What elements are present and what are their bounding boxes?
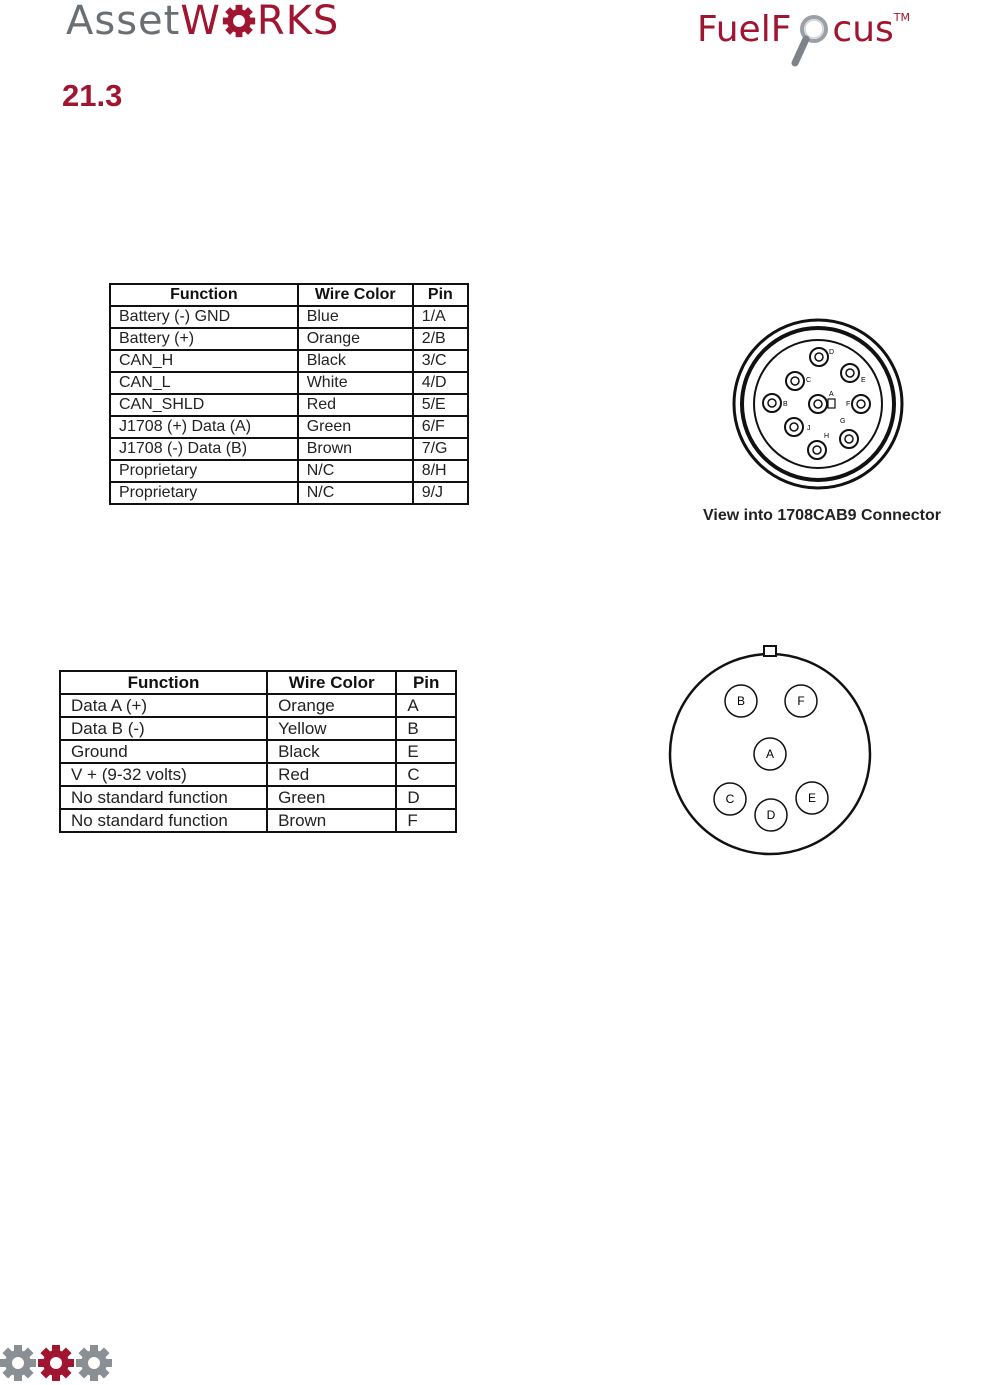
pin-label: F — [846, 401, 851, 408]
table-row — [110, 416, 468, 438]
cell-pin: 9/J — [413, 482, 468, 504]
pin-label: A — [829, 391, 834, 398]
pin-label: D — [829, 349, 835, 356]
pinout-table-6pin — [59, 670, 457, 833]
cell-wire-color: Black — [267, 740, 396, 763]
pin-label: D — [766, 808, 776, 822]
cell-pin: F — [396, 809, 456, 832]
footer-gears-logo — [0, 1343, 116, 1383]
cell-function: No standard function — [60, 809, 267, 832]
pin-b — [725, 685, 757, 717]
gear-icon — [69, 1343, 116, 1383]
gear-icon — [222, 4, 256, 38]
logo-text-w: W — [180, 0, 221, 44]
pin-label: B — [783, 401, 788, 408]
logo-text-cus: cus — [832, 9, 894, 50]
connector-6pin-contacts — [714, 685, 828, 831]
cell-pin: 1/A — [413, 306, 468, 328]
cell-function: Battery (+) — [110, 328, 298, 350]
column-header-function: Function — [60, 671, 267, 694]
pin-h — [808, 433, 829, 459]
cell-function: J1708 (-) Data (B) — [110, 438, 298, 460]
column-header-pin: Pin — [413, 284, 468, 306]
pin-label: H — [824, 433, 830, 440]
connector-9pin-diagram — [728, 314, 908, 494]
cell-pin: 5/E — [413, 394, 468, 416]
cell-wire-color: Brown — [267, 809, 396, 832]
pin-j — [785, 418, 811, 436]
pin-label: A — [765, 747, 775, 761]
table-row — [60, 740, 456, 763]
table-row — [110, 394, 468, 416]
pin-label: G — [840, 418, 846, 425]
pin-e — [796, 782, 828, 814]
cell-wire-color: Yellow — [267, 717, 396, 740]
cell-pin: 7/G — [413, 438, 468, 460]
cell-wire-color: Red — [298, 394, 413, 416]
cell-pin: 6/F — [413, 416, 468, 438]
connector-caption: View into 1708CAB9 Connector — [703, 507, 941, 524]
cell-function: CAN_L — [110, 372, 298, 394]
cell-pin: 4/D — [413, 372, 468, 394]
table-row — [110, 372, 468, 394]
pin-label: B — [736, 694, 746, 708]
pin-label: E — [861, 377, 866, 384]
cell-wire-color: N/C — [298, 482, 413, 504]
table-row — [110, 306, 468, 328]
table-header-row — [60, 671, 456, 694]
cell-wire-color: N/C — [298, 460, 413, 482]
table-row — [60, 809, 456, 832]
pin-label: C — [725, 792, 735, 806]
pin-c — [786, 372, 811, 390]
cell-wire-color: Blue — [298, 306, 413, 328]
connector-key — [828, 399, 835, 408]
pin-g — [840, 418, 858, 448]
pin-label: E — [807, 791, 817, 805]
table-row — [60, 763, 456, 786]
table-row — [110, 482, 468, 504]
pin-d — [810, 348, 834, 366]
table-row — [60, 694, 456, 717]
cell-function: CAN_H — [110, 350, 298, 372]
fuelfocus-logo — [697, 0, 910, 69]
cell-function: Battery (-) GND — [110, 306, 298, 328]
pin-d — [755, 799, 787, 831]
cell-function: J1708 (+) Data (A) — [110, 416, 298, 438]
pin-c — [714, 783, 746, 815]
pin-label: F — [797, 694, 805, 708]
cell-wire-color: Green — [298, 416, 413, 438]
connector-insert — [754, 340, 882, 468]
pin-f — [785, 685, 817, 717]
cell-function: Data B (-) — [60, 717, 267, 740]
cell-wire-color: Black — [298, 350, 413, 372]
pin-label: C — [806, 377, 812, 384]
table-row — [110, 438, 468, 460]
cell-pin: A — [396, 694, 456, 717]
cell-pin: B — [396, 717, 456, 740]
table-row — [60, 717, 456, 740]
connector-9pin-contacts — [763, 348, 870, 459]
section-number: 21.3 — [62, 78, 123, 113]
cell-wire-color: Red — [267, 763, 396, 786]
pin-f — [846, 395, 870, 413]
logo-text-fuelf: FuelF — [697, 9, 792, 50]
cell-wire-color: Orange — [267, 694, 396, 717]
pinout-table-1708cab9 — [109, 283, 469, 505]
cell-pin: 2/B — [413, 328, 468, 350]
pin-label: J — [807, 425, 811, 432]
table-row — [110, 350, 468, 372]
logo-text-rks: RKS — [256, 0, 340, 44]
column-header-wire-color: Wire Color — [298, 284, 413, 306]
pin-a — [809, 391, 834, 413]
table-row — [110, 460, 468, 482]
cell-pin: 8/H — [413, 460, 468, 482]
connector-6pin-diagram — [664, 640, 878, 862]
pin-a — [754, 738, 786, 770]
gear-icon — [31, 1343, 82, 1383]
table-row — [60, 786, 456, 809]
column-header-function: Function — [110, 284, 298, 306]
assetworks-logo — [66, 0, 339, 44]
connector-key — [764, 646, 776, 656]
cell-function: Data A (+) — [60, 694, 267, 717]
cell-wire-color: Orange — [298, 328, 413, 350]
cell-wire-color: White — [298, 372, 413, 394]
gear-icon — [0, 1343, 43, 1383]
cell-function: CAN_SHLD — [110, 394, 298, 416]
cell-function: Ground — [60, 740, 267, 763]
connector-inner-ring — [742, 328, 894, 480]
trademark-mark: TM — [893, 11, 911, 24]
cell-wire-color: Green — [267, 786, 396, 809]
logo-text-asset: Asset — [66, 0, 181, 44]
cell-pin: 3/C — [413, 350, 468, 372]
cell-pin: E — [396, 740, 456, 763]
connector-outer-ring — [734, 320, 902, 488]
column-header-wire-color: Wire Color — [267, 671, 396, 694]
cell-function: Proprietary — [110, 482, 298, 504]
cell-pin: D — [396, 786, 456, 809]
magnifier-icon — [790, 9, 834, 69]
pin-e — [841, 364, 866, 384]
cell-pin: C — [396, 763, 456, 786]
column-header-pin: Pin — [396, 671, 456, 694]
pin-b — [763, 394, 788, 412]
table-row — [110, 328, 468, 350]
cell-function: Proprietary — [110, 460, 298, 482]
table-header-row — [110, 284, 468, 306]
cell-function: No standard function — [60, 786, 267, 809]
cell-wire-color: Brown — [298, 438, 413, 460]
cell-function: V + (9-32 volts) — [60, 763, 267, 786]
